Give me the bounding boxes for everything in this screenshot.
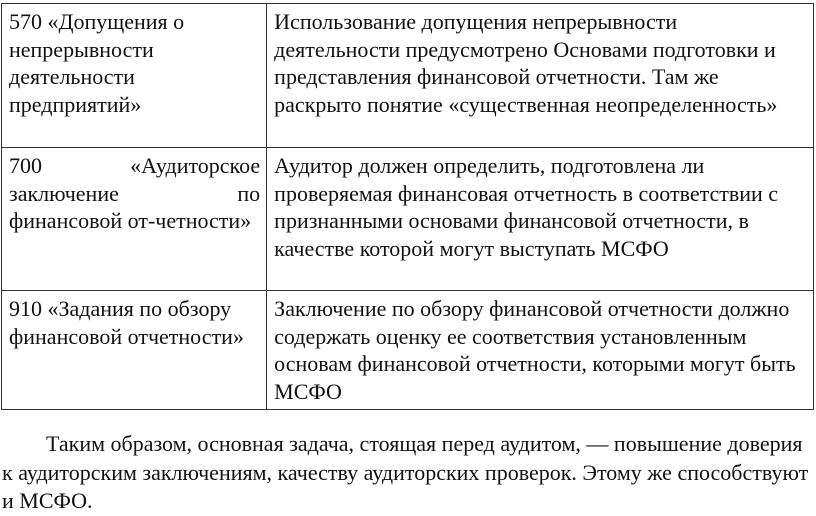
standard-description: Аудитор должен определить, подготовлена ли проверяемая финансовая отчетность в соответствии с признанными основами финансовой отчетности, в качестве которой могут выступать МСФО [274,153,779,261]
description-cell [267,4,814,148]
standard-cell [2,148,267,291]
standard-description: Заключение по обзору финансовой отчетности должно содержать оценку ее соответствия установленным основам финансовой отчетности, которыми могут быть МСФО [274,296,796,404]
standard-name: 570 «Допущения о непрерывности деятельности предприятий» [9,9,185,117]
description-cell [267,148,814,291]
conclusion-paragraph: Таким образом, основная задача, стоящая перед аудитом, — повышение доверия к аудиторским заключениям, качеству аудиторских проверок. Этому же способствуют и МСФО. [2,431,809,513]
description-cell [267,291,814,410]
standard-cell [2,291,267,410]
table-row [2,148,814,291]
standard-name: 910 «Задания по обзору финансовой отчетности» [9,296,244,349]
table-row [2,4,814,148]
standards-table [1,3,814,410]
standard-name: 700 «Аудиторское заключение по финансовой от-четности» [9,153,261,233]
table-row [2,291,814,410]
standard-description: Использование допущения непрерывности деятельности предусмотрено Основами подготовки и представления финансовой отчетности. Там же раскрыто понятие «существенная неопределенность» [274,9,778,117]
standard-cell [2,4,267,148]
